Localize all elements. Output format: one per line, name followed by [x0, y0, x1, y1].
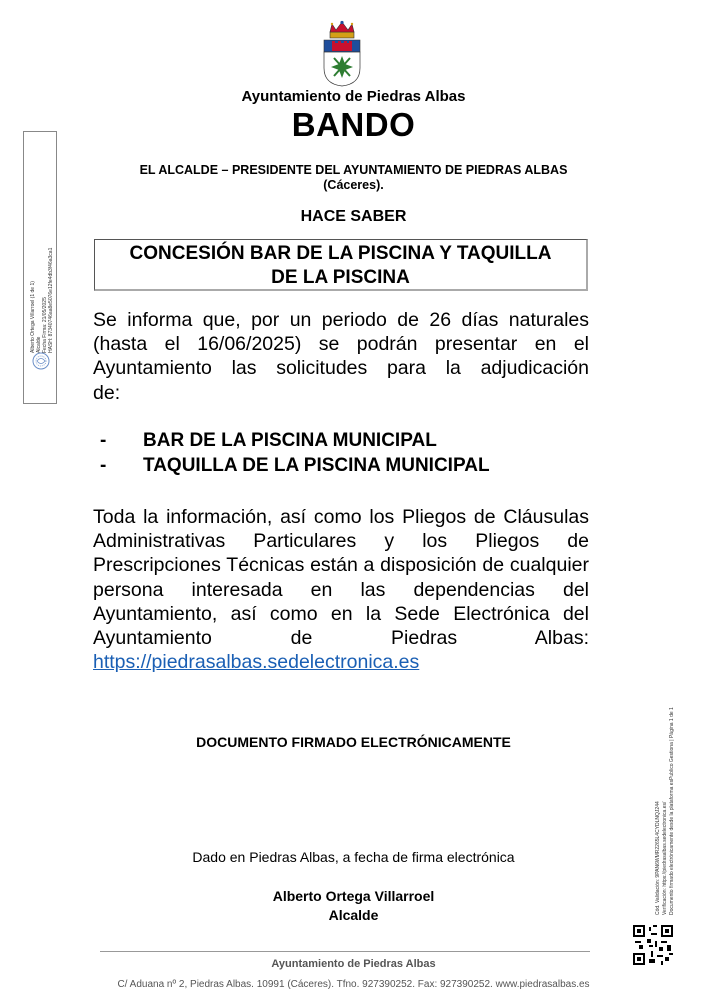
signer-name: Alberto Ortega Villarroel — [272, 888, 435, 904]
issuer-province: (Cáceres). — [323, 178, 384, 192]
list-item-text: TAQUILLA DE LA PISCINA MUNICIPAL — [143, 455, 490, 476]
footer-divider — [100, 951, 590, 952]
intro-paragraph — [93, 308, 589, 405]
coat-of-arms-icon — [318, 20, 366, 88]
subject-box — [94, 239, 588, 291]
verification-url: Verificación: https://piedrasalbas.sedelectronica.es/ — [662, 801, 668, 915]
info-paragraph — [93, 505, 589, 674]
document-title: BANDO — [291, 106, 416, 143]
signature-stamp — [23, 131, 57, 404]
signer-block — [0, 887, 707, 925]
subject-line: CONCESIÓN BAR DE LA PISCINA Y TAQUILLA — [129, 243, 552, 264]
bullet-dash: - — [100, 455, 107, 476]
signed-note: DOCUMENTO FIRMADO ELECTRÓNICAMENTE — [196, 734, 511, 750]
issuer — [0, 163, 707, 193]
organization-name: Ayuntamiento de Piedras Albas — [241, 88, 466, 105]
validation-code: Cód. Validación: 9PAN6WMR2265L4CYDLNQJ244 — [655, 801, 661, 915]
qr-code-icon — [633, 925, 673, 965]
stamp-date: Fecha Firma: 21/05/2025 — [42, 297, 48, 353]
footer-address: C/ Aduana nº 2, Piedras Albas. 10991 (Cáceres). Tfno. 927390252. Fax: 927390252. www.piedrasalbas.es — [117, 979, 590, 990]
info-text: Toda la información, así como los Pliegos de Cláusulas Administrativas Particulares y los Pliegos de Prescripciones Técnicas están a disposición de cualquier persona interesada en las dependencias del Ayuntamiento, así como en la Sede Electrónica del Ayuntamiento de Piedras Albas: — [93, 506, 589, 650]
intro-text: Se informa que, por un periodo de 26 días naturales (hasta el 16/06/2025) se podrán presentar en el Ayuntamiento las solicitudes para la adjudicación — [93, 309, 589, 380]
issuer-line: EL ALCALDE – PRESIDENTE DEL AYUNTAMIENTO DE PIEDRAS ALBAS — [139, 163, 568, 177]
subject-line: DE LA PISCINA — [271, 267, 410, 288]
seal-icon — [31, 351, 51, 371]
stamp-role: Alcalde — [36, 336, 42, 353]
stamp-hash: HASH: 87340746aa8e5076e12fe4db3f46a3ca1 — [48, 247, 54, 353]
announcement-heading: HACE SABER — [300, 208, 407, 225]
signer-role: Alcalde — [328, 907, 379, 923]
stamp-signer: Alberto Ortega Villarroel (1 de 1) — [30, 281, 36, 353]
list-item-text: BAR DE LA PISCINA MUNICIPAL — [143, 430, 437, 451]
platform-note: Documento firmado electrónicamente desde la plataforma esPublico Gestiona | Página 1 de 1 — [669, 707, 675, 915]
place-date: Dado en Piedras Albas, a fecha de firma electrónica — [192, 849, 515, 865]
intro-text-end: de: — [93, 381, 121, 404]
footer-organization: Ayuntamiento de Piedras Albas — [271, 958, 436, 970]
bullet-dash: - — [100, 430, 107, 451]
sede-electronica-link[interactable]: https://piedrasalbas.sedelectronica.es — [93, 651, 420, 674]
validation-strip — [655, 620, 685, 920]
